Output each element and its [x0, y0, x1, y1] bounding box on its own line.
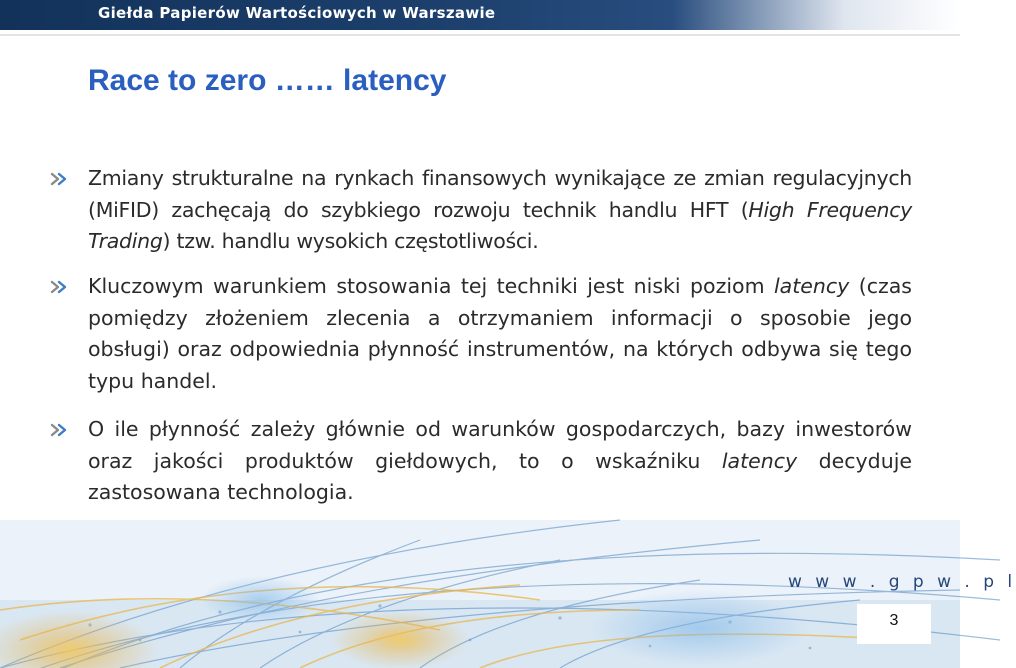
double-chevron-bullet-icon — [50, 280, 72, 294]
header-divider — [0, 34, 960, 36]
bullet-text: (czas pomiędzy złożeniem zlecenia a otrzymaniem informacji o sposobie jego obsługi) oraz odpowiednia płynność instrumentów, na których odbywa się tego typu handel. — [88, 274, 912, 393]
bullet-italic-term: latency — [773, 274, 850, 298]
bullet-text: Kluczowym warunkiem stosowania tej techniki jest niski poziom — [88, 274, 774, 298]
header-institution-name: Giełda Papierów Wartościowych w Warszawie — [98, 4, 496, 22]
footer-website-link[interactable]: w w w . g p w . p l — [788, 572, 1016, 592]
page-number: 3 — [889, 612, 899, 629]
bullet-text: Zmiany strukturalne na rynkach finansowych wynikające ze zmian regulacyjnych (MiFID) zachęcają do szybkiego rozwoju technik handlu HFT ( — [88, 166, 912, 222]
bullet-point — [88, 414, 912, 509]
bullet-text: ) tzw. handlu wysokich częstotliwości. — [162, 229, 539, 253]
header-bar — [0, 0, 960, 30]
slide-title: Race to zero …… latency — [88, 64, 447, 97]
page-number-box — [857, 604, 931, 644]
bullet-italic-term: latency — [721, 448, 798, 473]
bullet-italic-term: High Frequency Trading — [88, 197, 913, 253]
bullet-point — [88, 163, 912, 258]
bullet-text: O ile płynność zależy głównie od warunków gospodarczych, bazy inwestorów oraz jakości produktów giełdowych, to o wskaźniku — [88, 417, 912, 473]
double-chevron-bullet-icon — [50, 172, 72, 186]
bullet-text: decyduje zastosowana technologia. — [88, 448, 912, 504]
bullet-point — [88, 271, 912, 397]
double-chevron-bullet-icon — [50, 423, 72, 437]
